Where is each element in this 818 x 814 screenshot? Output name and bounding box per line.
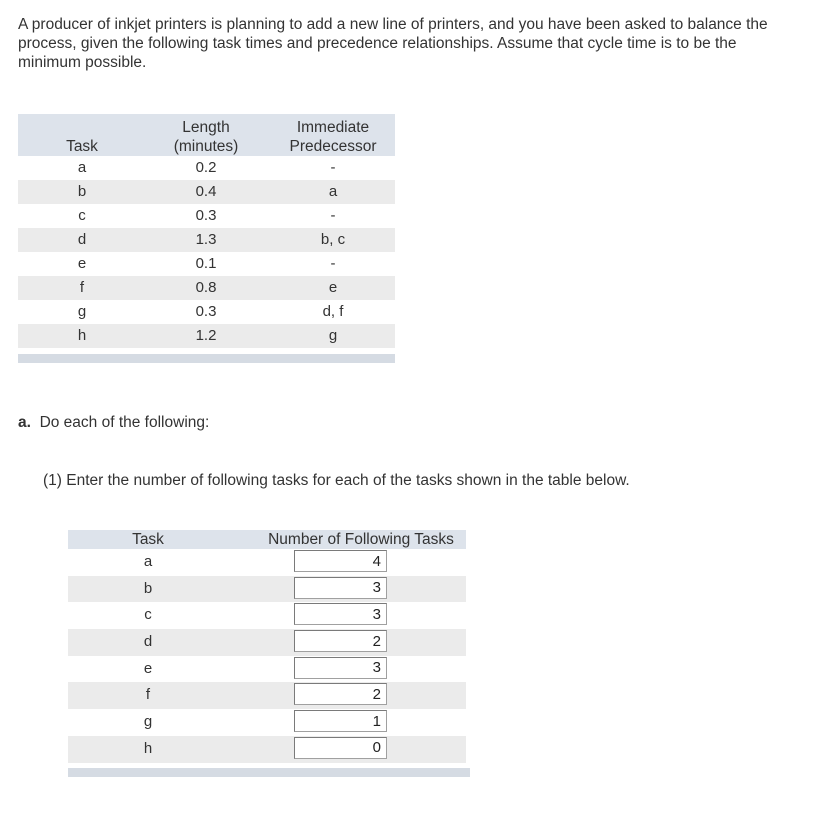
task-row-d (18, 228, 395, 252)
header-length-line1: Length (182, 119, 230, 136)
following-tasks-footer (68, 768, 470, 777)
following-row-a (68, 549, 466, 576)
predecessor-cell: b, c (320, 231, 346, 248)
task-cell: g (77, 303, 87, 320)
task-cell: b (77, 183, 87, 200)
predecessor-cell: g (328, 327, 338, 344)
task-cell: c (144, 606, 152, 624)
predecessor-cell: e (328, 279, 338, 296)
header-predecessor (270, 118, 396, 156)
task-row-b (18, 180, 395, 204)
length-cell: 0.2 (195, 159, 217, 176)
task-row-c (18, 204, 395, 228)
predecessor-cell: - (330, 207, 336, 224)
following-tasks-header (68, 530, 466, 549)
predecessor-cell: - (330, 159, 336, 176)
following-count-input-c[interactable] (294, 603, 387, 625)
task-cell: c (78, 207, 86, 224)
following-count-input-e[interactable] (294, 657, 387, 679)
part-a-label: a. (18, 414, 31, 431)
following-row-f (68, 682, 466, 709)
task-cell: h (77, 327, 87, 344)
following-row-g (68, 709, 466, 736)
header-length (146, 118, 266, 156)
task-cell: b (143, 579, 153, 597)
following-row-c (68, 602, 466, 629)
header-length-line2: (minutes) (173, 138, 239, 155)
length-cell: 0.4 (195, 183, 217, 200)
following-count-input-g[interactable] (294, 710, 387, 732)
length-cell: 1.3 (195, 231, 217, 248)
following-tasks-table (68, 530, 470, 777)
task-row-h (18, 324, 395, 348)
header-task: Task (66, 138, 98, 155)
task-times-footer (18, 354, 395, 363)
task-cell: d (143, 633, 153, 651)
part-a-text: Do each of the following: (39, 414, 210, 431)
following-count-input-a[interactable] (294, 550, 387, 572)
following-count-input-d[interactable] (294, 630, 387, 652)
task-times-table (18, 114, 395, 363)
following-row-b (68, 576, 466, 603)
following-row-h (68, 736, 466, 763)
length-cell: 0.1 (195, 255, 217, 272)
problem-statement: A producer of inkjet printers is planning to add a new line of printers, and you have been asked to balance the process, given the following task times and precedence relationships. Assume that cycle time is to be the minimum possible. (18, 16, 768, 71)
following-count-input-h[interactable] (294, 737, 387, 759)
header-pred-line2: Predecessor (289, 138, 377, 155)
task-cell: a (143, 553, 153, 570)
predecessor-cell: - (330, 255, 336, 272)
task-cell: h (143, 739, 153, 757)
task-cell: e (77, 255, 87, 272)
following-count-input-f[interactable] (294, 683, 387, 705)
task-cell: e (143, 659, 153, 677)
task-row-g (18, 300, 395, 324)
length-cell: 0.3 (195, 207, 217, 224)
header-task-2: Task (132, 531, 164, 548)
header-pred-line1: Immediate (296, 119, 370, 136)
following-row-e (68, 656, 466, 683)
task-row-a (18, 156, 395, 180)
following-count-input-b[interactable] (294, 577, 387, 599)
task-cell: f (79, 279, 85, 296)
predecessor-cell: a (328, 183, 338, 200)
length-cell: 0.3 (195, 303, 217, 320)
task-times-header (18, 114, 395, 156)
task-row-f (18, 276, 395, 300)
task-cell: g (143, 713, 153, 731)
length-cell: 1.2 (195, 327, 217, 344)
following-row-d (68, 629, 466, 656)
header-num-following: Number of Following Tasks (268, 531, 454, 548)
subquestion-1: (1) Enter the number of following tasks for each of the tasks shown in the table below. (43, 472, 630, 489)
task-row-e (18, 252, 395, 276)
part-a-heading (18, 413, 209, 432)
predecessor-cell: d, f (322, 303, 344, 320)
length-cell: 0.8 (195, 279, 217, 296)
task-cell: d (77, 231, 87, 248)
task-cell: f (145, 686, 151, 704)
task-cell: a (77, 159, 87, 176)
